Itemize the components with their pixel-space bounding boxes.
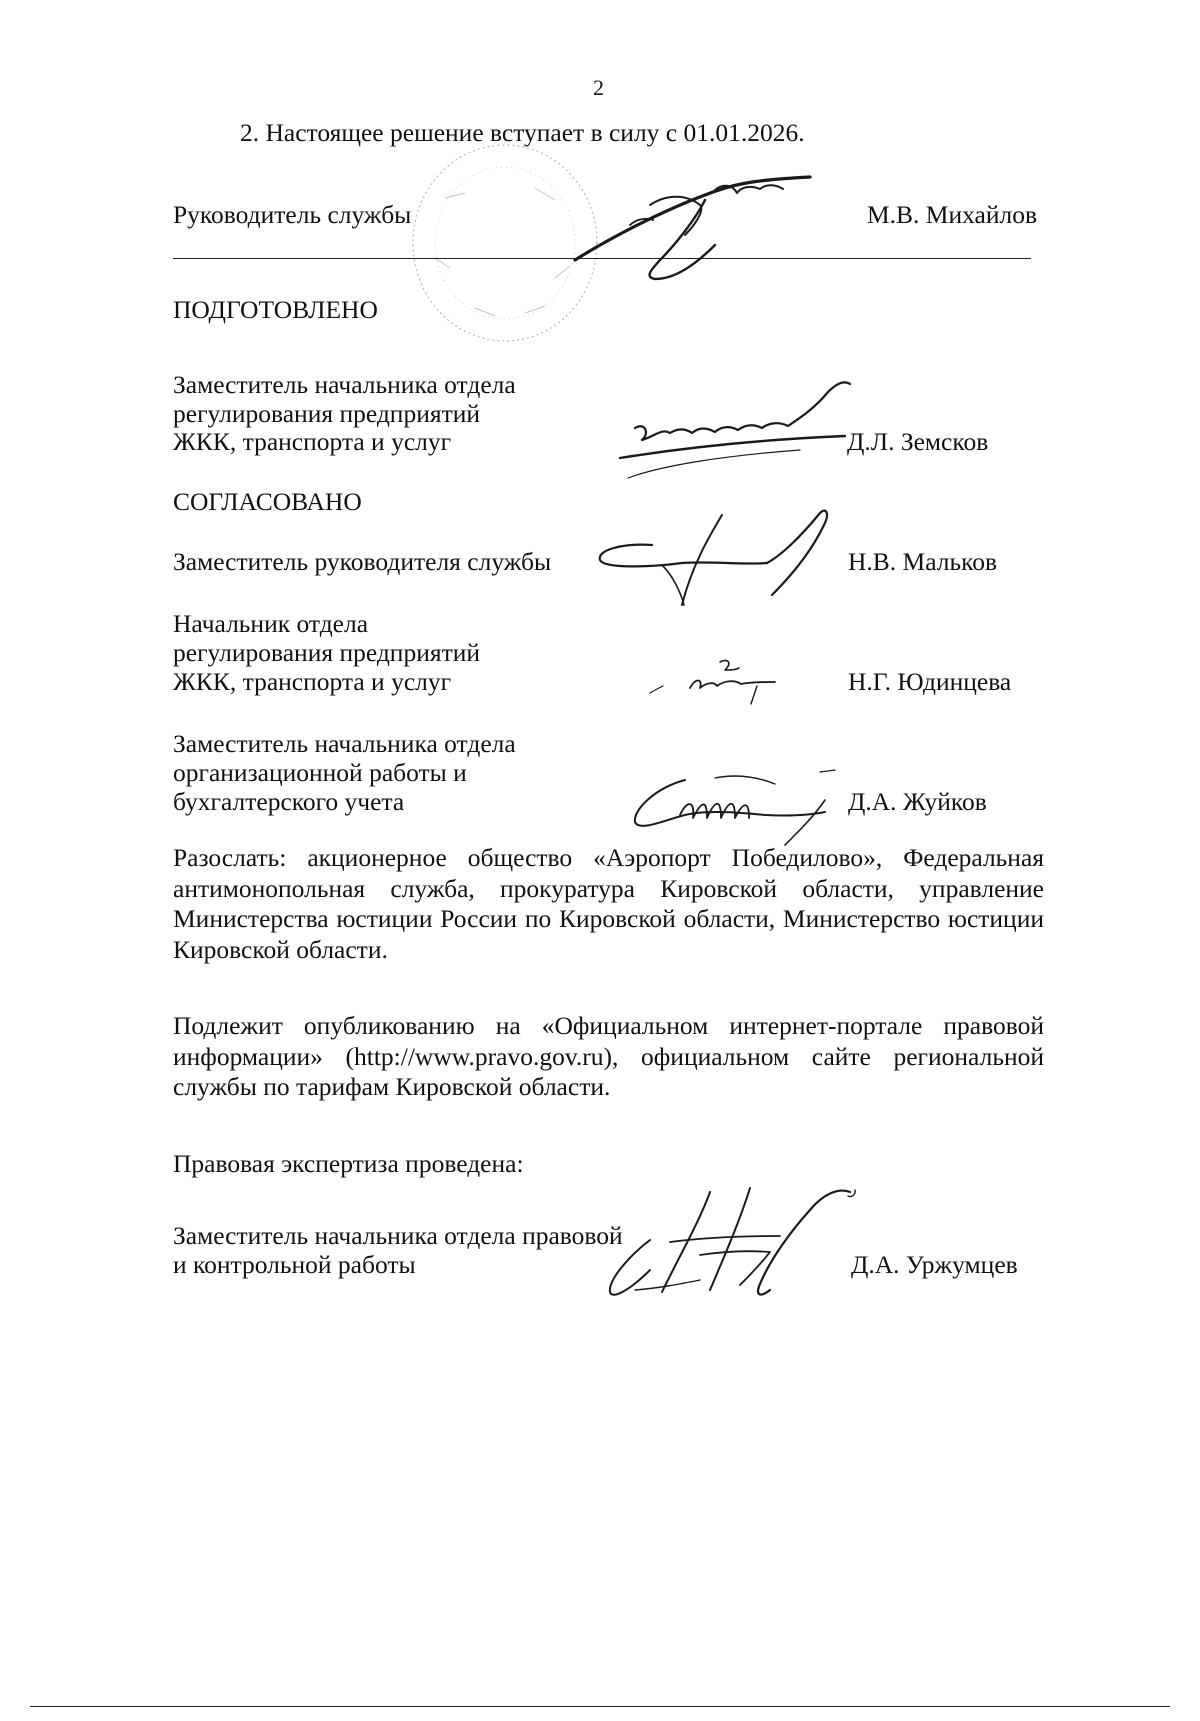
legal-review-position-line: Заместитель начальника отдела правовой — [173, 1221, 623, 1250]
page-bottom-rule — [30, 1706, 1170, 1707]
agreed-signer-position: Начальник отдела — [173, 609, 369, 638]
head-signature-image — [555, 165, 815, 295]
agreed-signer-position: Заместитель начальника отдела — [173, 729, 516, 758]
agreed-signer-position: регулирования предприятий — [173, 638, 481, 667]
prepared-position-line: ЖКК, транспорта и услуг — [173, 427, 452, 456]
distribution-paragraph: Разослать: акционерное общество «Аэропорт Победилово», Федеральная антимонопольная служба, прокуратура Кировской области, управление Министерства юстиции России по Кировской области, Министерство юстиции Кировской области. — [173, 843, 1044, 964]
legal-review-heading: Правовая экспертиза проведена: — [173, 1149, 524, 1178]
agreed-signer-1-signature-image — [592, 505, 842, 615]
agreed-signer-name: Н.В. Мальков — [848, 547, 998, 576]
agreed-signer-position: Заместитель руководителя службы — [173, 547, 552, 576]
prepared-name: Д.Л. Земсков — [847, 427, 989, 456]
legal-review-signature-image — [600, 1180, 870, 1310]
agreed-signer-name: Н.Г. Юдинцева — [848, 667, 1012, 696]
prepared-position-line: Заместитель начальника отдела — [173, 370, 516, 399]
page-number: 2 — [593, 75, 604, 100]
head-name: М.В. Михайлов — [867, 200, 1038, 229]
agreed-signer-position: организационной работы и — [173, 758, 467, 787]
agreed-heading: СОГЛАСОВАНО — [173, 487, 362, 516]
agreed-signer-name: Д.А. Жуйков — [848, 787, 987, 816]
prepared-position-line: регулирования предприятий — [173, 399, 481, 428]
agreed-signer-2-signature-image — [645, 648, 795, 708]
head-title: Руководитель службы — [173, 200, 412, 229]
agreed-signer-position: ЖКК, транспорта и услуг — [173, 667, 452, 696]
agreed-signer-position: бухгалтерского учета — [173, 787, 405, 816]
signature-divider — [173, 258, 1031, 259]
prepared-heading: ПОДГОТОВЛЕНО — [173, 295, 378, 324]
legal-review-position-line: и контрольной работы — [173, 1250, 416, 1279]
publication-paragraph: Подлежит опубликованию на «Официальном интернет-портале правовой информации» (http://www.pravo.gov.ru), официальном сайте региональной службы по тарифам Кировской области. — [173, 1011, 1044, 1101]
effective-date-clause: 2. Настоящее решение вступает в силу с 01.01.2026. — [240, 118, 805, 147]
agreed-signer-3-signature-image — [625, 760, 845, 850]
prepared-signature-image — [600, 378, 870, 488]
legal-review-name: Д.А. Уржумцев — [851, 1250, 1018, 1279]
